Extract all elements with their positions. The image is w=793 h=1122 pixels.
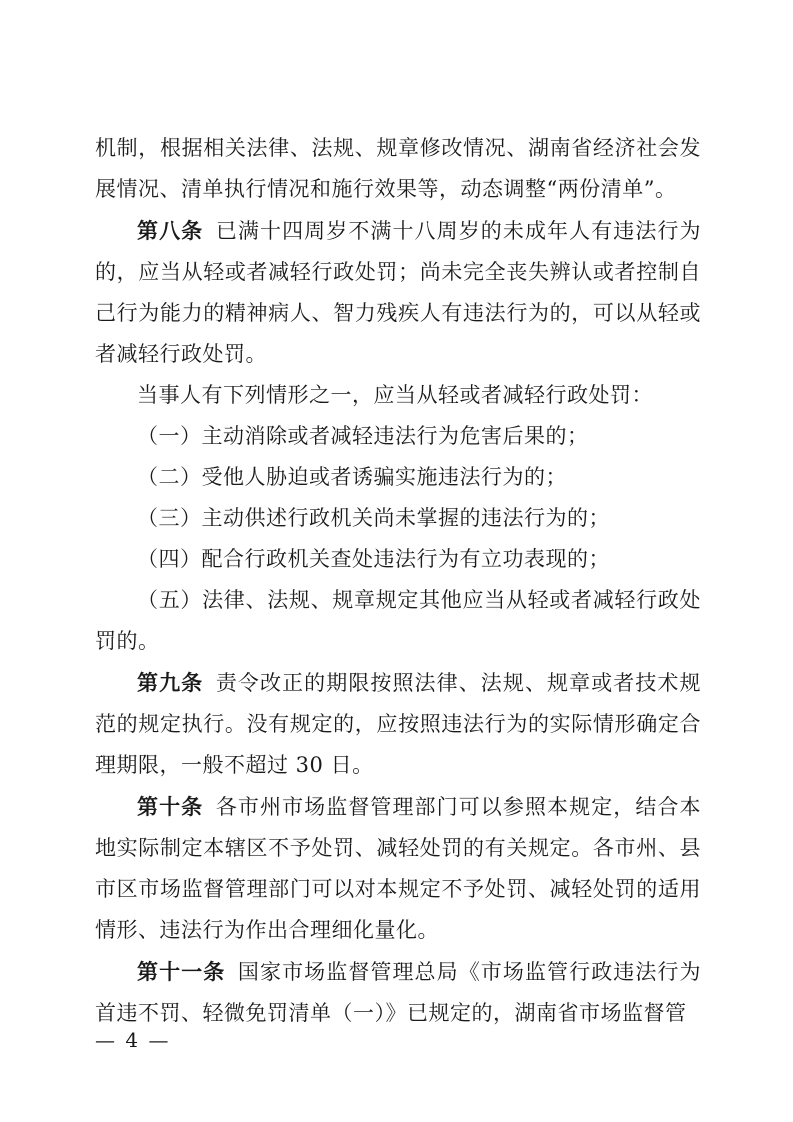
- paragraph: [95, 128, 701, 210]
- article-number-label: 第八条: [137, 218, 204, 243]
- paragraph-text: （三）主动供述行政机关尚未掌握的违法行为的；: [137, 506, 610, 530]
- paragraph: [95, 580, 701, 662]
- article-number-label: 第十条: [137, 794, 204, 819]
- paragraph: [95, 662, 701, 786]
- paragraph-text: 机制，根据相关法律、法规、规章修改情况、湖南省经济社会发展情况、清单执行情况和施行效果等，动态调整“两份清单”。: [95, 136, 701, 201]
- paragraph: [95, 539, 701, 580]
- paragraph-text: 国家市场监督管理总局《市场监管行政违法行为首违不罚、轻微免罚清单（一）》已规定的，湖南省市场监督管: [95, 960, 702, 1025]
- paragraph-text: （二）受他人胁迫或者诱骗实施违法行为的；: [137, 465, 567, 489]
- paragraph-text: （一）主动消除或者减轻违法行为危害后果的；: [137, 424, 589, 448]
- paragraph-text: 已满十四周岁不满十八周岁的未成年人有违法行为的，应当从轻或者减轻行政处罚；尚未完全丧失辨认或者控制自己行为能力的精神病人、智力残疾人有违法行为的，可以从轻或者减轻行政处罚。: [95, 219, 702, 366]
- paragraph: [95, 498, 701, 539]
- article-number-label: 第十一条: [137, 959, 226, 984]
- paragraph-text: （四）配合行政机关查处违法行为有立功表现的；: [137, 547, 610, 571]
- article-number-label: 第九条: [137, 670, 204, 695]
- paragraph: [95, 457, 701, 498]
- paragraph: [95, 210, 701, 375]
- paragraph: [95, 786, 701, 951]
- paragraph: [95, 416, 701, 457]
- paragraph-text: （五）法律、法规、规章规定其他应当从轻或者减轻行政处罚的。: [95, 588, 701, 653]
- document-body: [95, 128, 701, 1034]
- paragraph-text: 当事人有下列情形之一，应当从轻或者减轻行政处罚：: [137, 383, 653, 407]
- paragraph-text: 责令改正的期限按照法律、法规、规章或者技术规范的规定执行。没有规定的，应按照违法行为的实际情形确定合理期限，一般不超过 30 日。: [95, 671, 702, 777]
- paragraph: [95, 951, 701, 1034]
- page-number: — 4 —: [95, 1028, 171, 1052]
- paragraph-text: 各市州市场监督管理部门可以参照本规定，结合本地实际制定本辖区不予处罚、减轻处罚的有关规定。各市州、县市区市场监督管理部门可以对本规定不予处罚、减轻处罚的适用情形、违法行为作出合理细化量化。: [95, 795, 702, 942]
- paragraph: [95, 375, 701, 416]
